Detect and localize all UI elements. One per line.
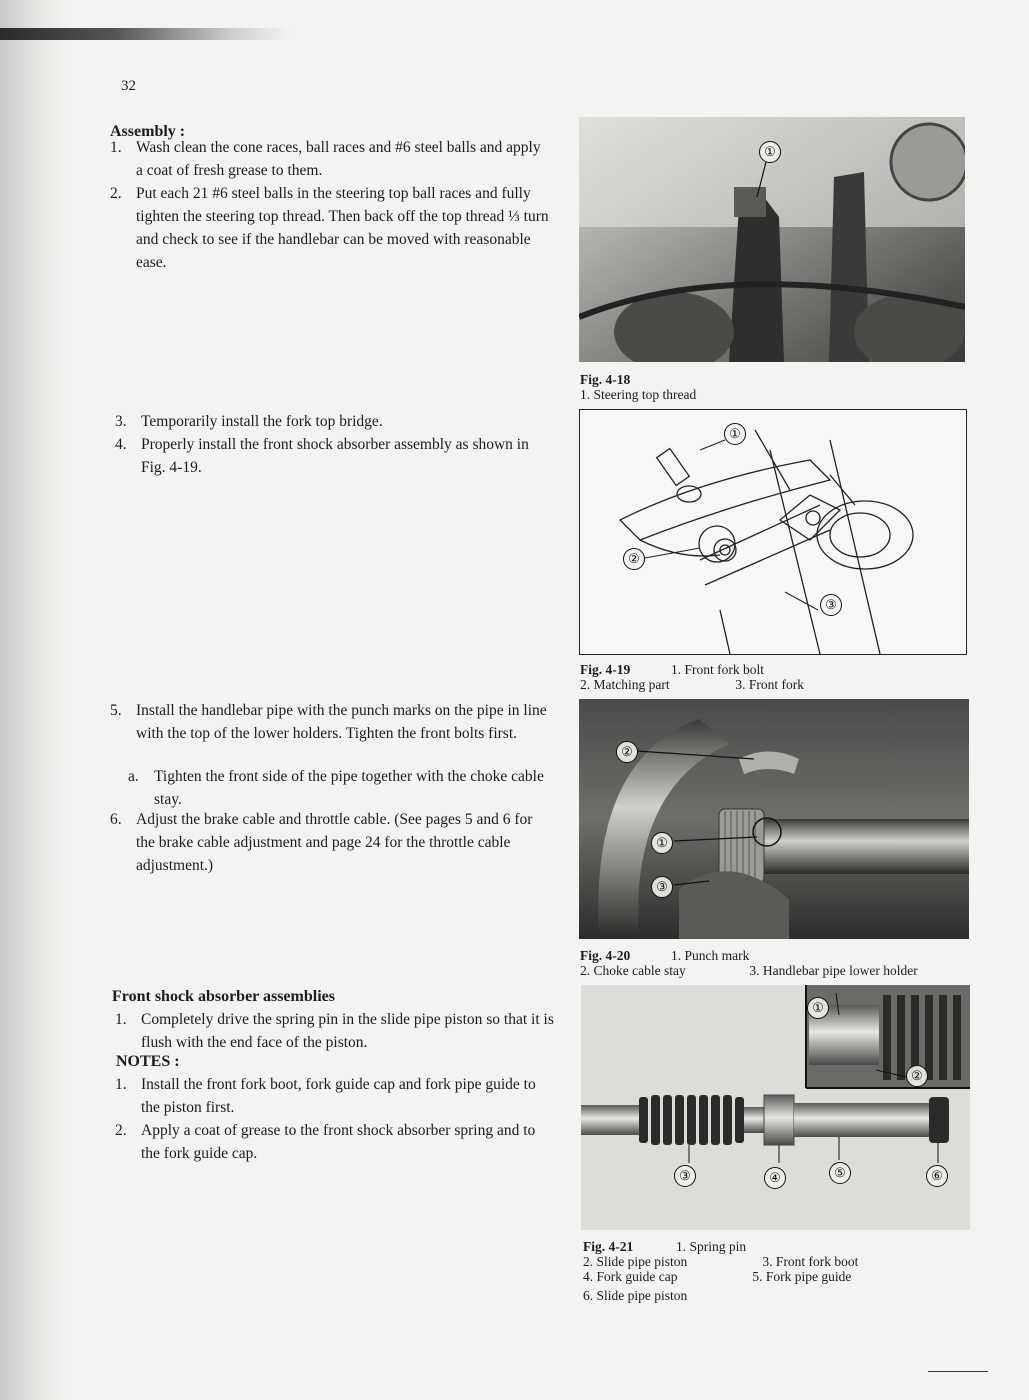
fig-4-20-caption [580,948,918,978]
fork-bridge-diagram [580,410,966,654]
fig-4-19-callout-1: ① [724,423,746,445]
fig-4-21-callout-4: ④ [764,1167,786,1189]
fig-4-20-item-2: 2. Choke cable stay [580,963,686,978]
fig-4-18-photo [579,117,965,362]
fig-4-21-item-1: 1. Spring pin [676,1239,747,1254]
front-shock-heading: Front shock absorber assemblies [112,988,335,1005]
fig-4-20-callout-1: ① [651,832,673,854]
fig-4-18-title: Fig. 4-18 [580,372,631,387]
fig-4-21-title: Fig. 4-21 [583,1239,634,1254]
assembly-step-5a: a. Tighten the front side of the pipe together with the choke cable stay. [128,768,544,808]
notes-heading: NOTES : [116,1053,180,1070]
fig-4-21-caption [583,1239,858,1303]
assembly-step-5: 5. Install the handlebar pipe with the punch marks on the pipe in line with the top of the lower holders. Tighten the front bolts first. [110,702,547,742]
page-number: 32 [121,78,136,94]
fig-4-19-caption [580,662,804,692]
assembly-step-2: 2. Put each 21 #6 steel balls in the steering top ball races and fully tighten the steering top thread. Then back off the top thread ⅓ turn and check to see if the handlebar can be moved with reasonable ease. [110,185,549,271]
fig-4-19-callout-3: ③ [820,594,842,616]
fig-4-21-callout-6: ⑥ [926,1165,948,1187]
fig-4-20-item-3: 3. Handlebar pipe lower holder [749,963,918,978]
fig-4-21-item-6: 6. Slide pipe piston [583,1288,688,1303]
handlebar-holder-photo [579,699,969,939]
footer-rule [928,1371,988,1372]
fig-4-21-photo [581,985,970,1230]
fig-4-21-item-3: 3. Front fork boot [762,1254,859,1269]
fig-4-20-callout-2: ② [616,741,638,763]
fig-4-19-item-3: 3. Front fork [735,677,804,692]
fig-4-21-callout-1: ① [807,997,829,1019]
fig-4-20-callout-3: ③ [651,876,673,898]
fig-4-19-callout-2: ② [623,548,645,570]
fig-4-21-item-2: 2. Slide pipe piston [583,1254,688,1269]
fig-4-18-caption [580,372,696,402]
fig-4-21-callout-3: ③ [674,1165,696,1187]
assembly-heading: Assembly : [110,123,186,140]
scan-edge-mark [0,28,290,40]
fork-parts-photo [581,985,970,1230]
page-binding-shadow [0,0,70,1400]
fig-4-20-photo [579,699,969,939]
assembly-step-1: 1. Wash clean the cone races, ball races and #6 steel balls and apply a coat of fresh grease to them. [110,139,541,179]
assembly-step-3: 3. Temporarily install the fork top bridge. [115,413,383,430]
front-shock-step-1: 1. Completely drive the spring pin in the slide pipe piston so that it is flush with the end face of the piston. [115,1011,554,1051]
fig-4-19-title: Fig. 4-19 [580,662,631,677]
note-2: 2. Apply a coat of grease to the front shock absorber spring and to the fork guide cap. [115,1122,536,1162]
fig-4-18-callout-1: ① [759,141,781,163]
note-1: 1. Install the front fork boot, fork guide cap and fork pipe guide to the piston first. [115,1076,536,1116]
fig-4-21-item-4: 4. Fork guide cap [583,1269,678,1284]
fig-4-19-item-2: 2. Matching part [580,677,670,692]
assembly-step-6: 6. Adjust the brake cable and throttle cable. (See pages 5 and 6 for the brake cable adjustment and page 24 for the throttle cable adjustment.) [110,811,533,874]
fig-4-19-drawing [579,409,967,655]
fig-4-21-callout-2: ② [906,1065,928,1087]
fig-4-20-item-1: 1. Punch mark [671,948,750,963]
assembly-step-4: 4. Properly install the front shock absorber assembly as shown in Fig. 4-19. [115,436,529,476]
fig-4-21-item-5: 5. Fork pipe guide [752,1269,852,1284]
fig-4-20-title: Fig. 4-20 [580,948,631,963]
fig-4-19-item-1: 1. Front fork bolt [671,662,764,677]
fig-4-18-item-1: 1. Steering top thread [580,387,697,402]
fig-4-21-callout-5: ⑤ [829,1162,851,1184]
